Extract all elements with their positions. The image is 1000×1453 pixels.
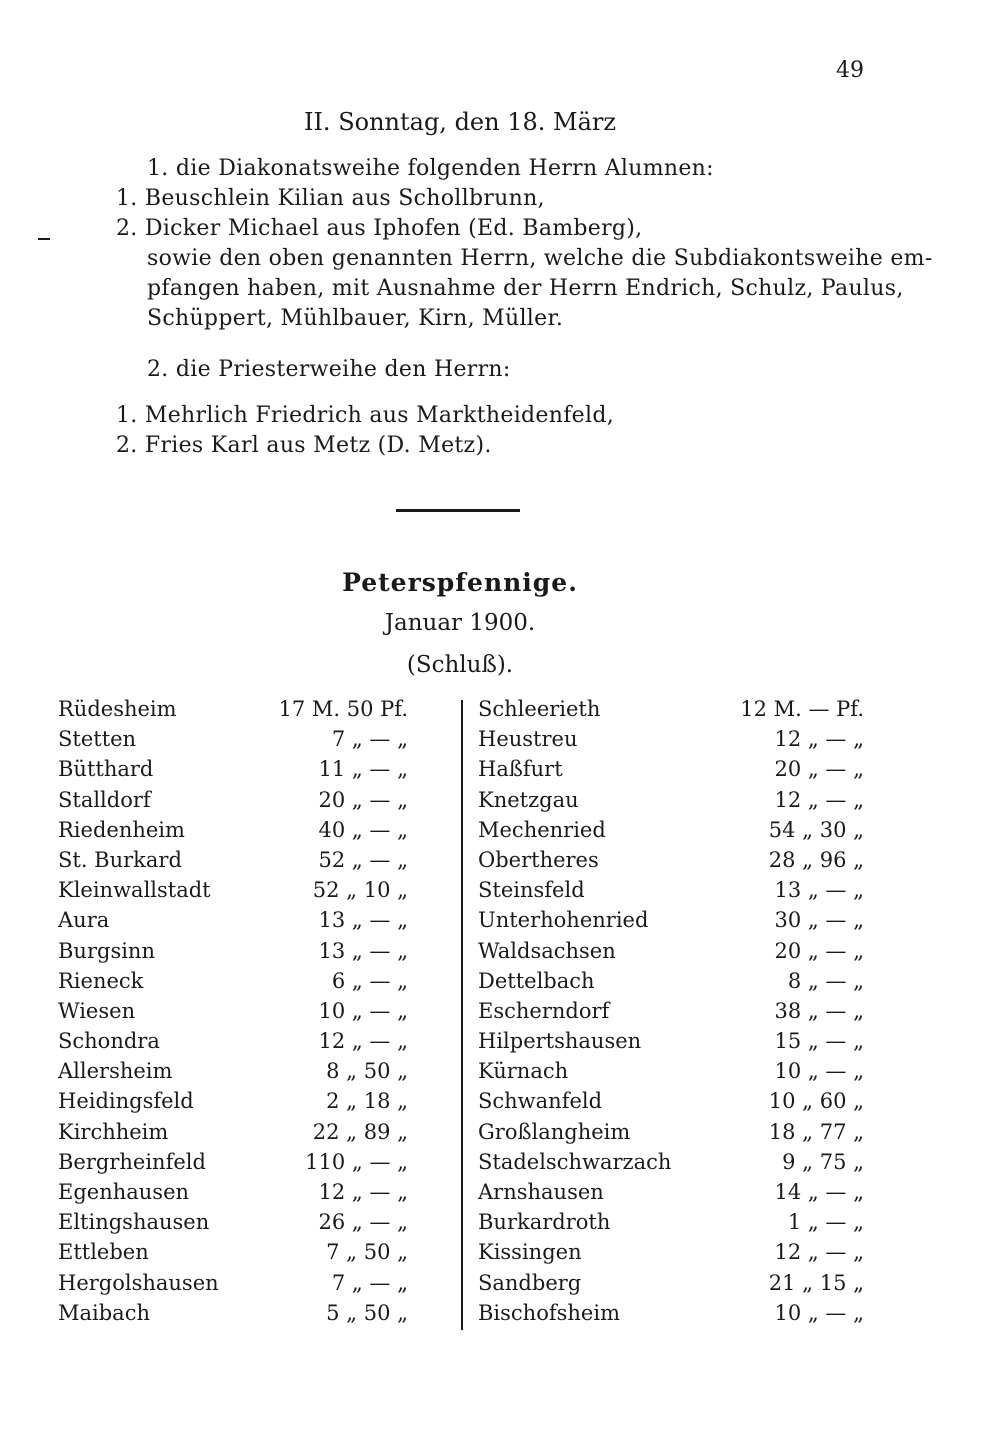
amount: 15 „ — „	[774, 1029, 864, 1054]
place-name: Heustreu	[478, 727, 578, 752]
diakonat-item: 1. Beuschlein Kilian aus Schollbrunn,	[116, 186, 545, 211]
amount: 26 „ — „	[318, 1210, 408, 1235]
amount: 52 „ 10 „	[312, 878, 408, 903]
place-name: Ettleben	[58, 1240, 149, 1265]
place-name: Bütthard	[58, 757, 154, 782]
priester-intro: 2. die Priesterweihe den Herrn:	[147, 357, 511, 382]
place-name: Egenhausen	[58, 1180, 190, 1204]
amount: 9 „ 75 „	[782, 1149, 864, 1174]
amount: 10 „ — „	[774, 1059, 864, 1084]
section-note: (Schluß).	[406, 652, 514, 678]
amount: 21 „ 15 „	[768, 1270, 864, 1295]
table-row	[58, 1240, 870, 1270]
section-subtitle: Januar 1900.	[384, 610, 536, 636]
place-name: Schwanfeld	[478, 1089, 603, 1114]
place-name: Escherndorf	[478, 998, 610, 1023]
table-row	[58, 848, 870, 878]
amount: 12 M. — Pf.	[740, 697, 864, 721]
table-row	[58, 1120, 870, 1150]
place-name: Dettelbach	[478, 968, 595, 993]
table-row	[58, 1150, 870, 1180]
place-name: Allersheim	[58, 1059, 173, 1084]
place-name: Hergolshausen	[58, 1270, 219, 1295]
amount: 11 „ — „	[318, 757, 408, 782]
margin-mark	[38, 238, 50, 240]
donation-table	[58, 697, 870, 1331]
page-number: 49	[836, 58, 864, 83]
amount: 8 „ 50 „	[326, 1059, 408, 1084]
place-name: Heidingsfeld	[58, 1089, 194, 1114]
place-name: Schleerieth	[478, 697, 601, 721]
table-row	[58, 697, 870, 727]
amount: 12 „ — „	[774, 727, 864, 752]
place-name: Riedenheim	[58, 817, 185, 842]
place-name: Unterhohenried	[478, 908, 649, 933]
table-row	[58, 1059, 870, 1089]
amount: 38 „ — „	[774, 998, 864, 1023]
table-row	[58, 1301, 870, 1331]
table-row	[58, 999, 870, 1029]
priester-item: 2. Fries Karl aus Metz (D. Metz).	[116, 433, 492, 458]
priester-item: 1. Mehrlich Friedrich aus Marktheidenfeld,	[116, 403, 614, 428]
section-heading: II. Sonntag, den 18. März	[303, 108, 617, 136]
table-row	[58, 1271, 870, 1301]
amount: 54 „ 30 „	[768, 817, 864, 842]
section-title: Peterspfennige.	[342, 568, 578, 597]
place-name: Bischofsheim	[478, 1300, 620, 1325]
amount: 17 M. 50 Pf.	[278, 697, 408, 721]
table-row	[58, 878, 870, 908]
amount: 12 „ — „	[774, 787, 864, 812]
place-name: Wiesen	[58, 998, 136, 1023]
place-name: Kissingen	[478, 1240, 582, 1265]
amount: 18 „ 77 „	[768, 1119, 864, 1144]
place-name: Kleinwallstadt	[58, 878, 211, 903]
amount: 10 „ — „	[318, 998, 408, 1023]
place-name: Knetzgau	[478, 787, 579, 812]
amount: 28 „ 96 „	[768, 847, 864, 872]
table-row	[58, 1210, 870, 1240]
diakonat-continuation: pfangen haben, mit Ausnahme der Herrn Endrich, Schulz, Paulus,	[147, 276, 904, 301]
place-name: Sandberg	[478, 1270, 582, 1295]
amount: 20 „ — „	[318, 787, 408, 812]
table-row	[58, 1180, 870, 1210]
diakonat-intro: 1. die Diakonatsweihe folgenden Herrn Alumnen:	[147, 156, 714, 181]
amount: 20 „ — „	[774, 938, 864, 963]
amount: 7 „ 50 „	[326, 1240, 408, 1265]
amount: 40 „ — „	[318, 817, 408, 842]
place-name: Arnshausen	[478, 1180, 604, 1204]
place-name: Waldsachsen	[478, 938, 616, 963]
place-name: Hilpertshausen	[478, 1029, 642, 1054]
place-name: Haßfurt	[478, 757, 563, 782]
amount: 22 „ 89 „	[312, 1119, 408, 1144]
amount: 1 „ — „	[787, 1210, 864, 1235]
amount: 12 „ — „	[318, 1180, 408, 1204]
amount: 20 „ — „	[774, 757, 864, 782]
amount: 2 „ 18 „	[326, 1089, 408, 1114]
place-name: Burkardroth	[478, 1210, 611, 1235]
place-name: Eltingshausen	[58, 1210, 210, 1235]
place-name: Stetten	[58, 727, 137, 752]
place-name: St. Burkard	[58, 847, 182, 872]
amount: 14 „ — „	[774, 1180, 864, 1204]
table-row	[58, 908, 870, 938]
place-name: Rüdesheim	[58, 697, 177, 721]
amount: 10 „ — „	[774, 1300, 864, 1325]
diakonat-continuation: Schüppert, Mühlbauer, Kirn, Müller.	[147, 306, 564, 331]
table-row	[58, 788, 870, 818]
place-name: Obertheres	[478, 847, 599, 872]
diakonat-item: 2. Dicker Michael aus Iphofen (Ed. Bamberg),	[116, 216, 643, 241]
place-name: Kürnach	[478, 1059, 569, 1084]
amount: 52 „ — „	[318, 847, 408, 872]
amount: 13 „ — „	[318, 938, 408, 963]
table-row	[58, 1089, 870, 1119]
amount: 5 „ 50 „	[326, 1300, 408, 1325]
place-name: Bergrheinfeld	[58, 1149, 206, 1174]
place-name: Steinsfeld	[478, 878, 585, 903]
separator-rule	[396, 509, 520, 512]
place-name: Kirchheim	[58, 1119, 169, 1144]
place-name: Burgsinn	[58, 938, 155, 963]
amount: 6 „ — „	[331, 968, 408, 993]
amount: 12 „ — „	[774, 1240, 864, 1265]
amount: 13 „ — „	[774, 878, 864, 903]
amount: 7 „ — „	[331, 1270, 408, 1295]
diakonat-continuation: sowie den oben genannten Herrn, welche die Subdiakontsweihe em-	[147, 246, 933, 271]
table-row	[58, 818, 870, 848]
table-row	[58, 969, 870, 999]
table-row	[58, 1029, 870, 1059]
place-name: Mechenried	[478, 817, 606, 842]
place-name: Schondra	[58, 1029, 160, 1054]
place-name: Aura	[58, 908, 110, 933]
amount: 13 „ — „	[318, 908, 408, 933]
table-row	[58, 939, 870, 969]
place-name: Großlangheim	[478, 1119, 631, 1144]
place-name: Stadelschwarzach	[478, 1149, 672, 1174]
table-row	[58, 727, 870, 757]
amount: 10 „ 60 „	[768, 1089, 864, 1114]
place-name: Stalldorf	[58, 787, 151, 812]
amount: 110 „ — „	[305, 1149, 408, 1174]
place-name: Rieneck	[58, 968, 144, 993]
amount: 8 „ — „	[787, 968, 864, 993]
place-name: Maibach	[58, 1300, 150, 1325]
amount: 30 „ — „	[774, 908, 864, 933]
table-row	[58, 757, 870, 787]
amount: 7 „ — „	[331, 727, 408, 752]
amount: 12 „ — „	[318, 1029, 408, 1054]
